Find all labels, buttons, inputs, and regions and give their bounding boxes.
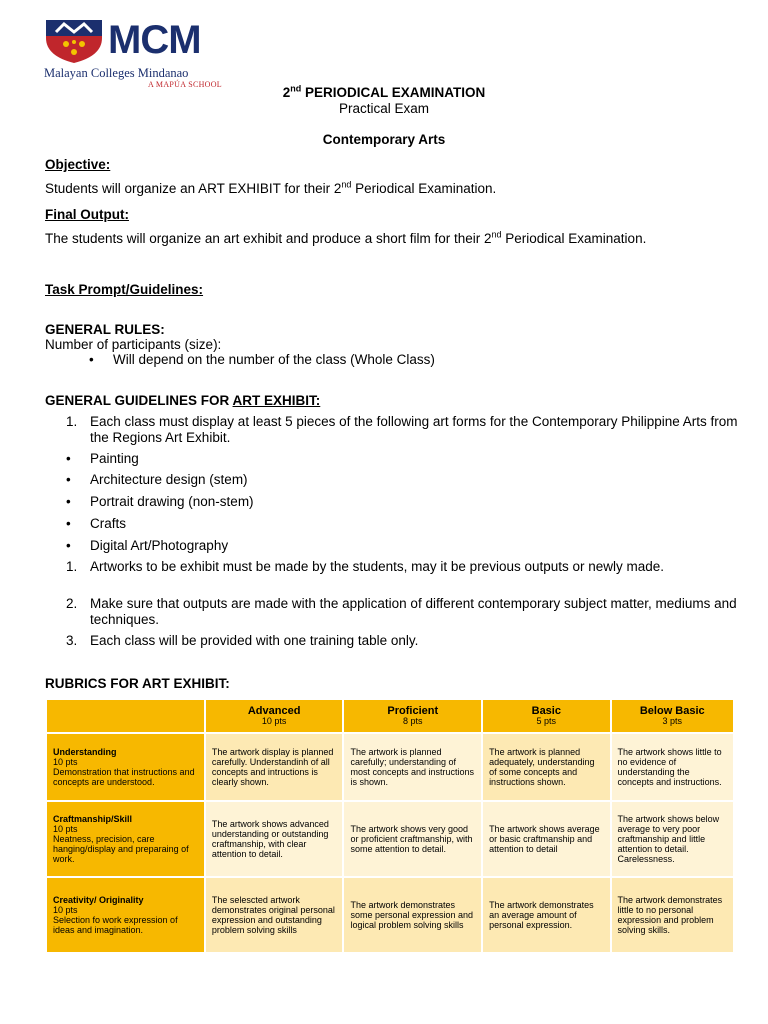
rubric-cell: The artwork shows advanced understanding or outstanding craftmanship, with clear attention to detail. [206, 802, 343, 876]
exam-type: Practical Exam [338, 101, 430, 116]
criterion-cell [47, 802, 204, 876]
level-pts: 5 pts [536, 716, 557, 726]
art-exhibit-heading-prefix: GENERAL GUIDELINES FOR [45, 393, 233, 408]
rubric-cell: The artwork shows average or basic craftmanship and attention to detail [483, 802, 609, 876]
exam-title [0, 85, 768, 100]
exam-ordinal-suffix: nd [290, 83, 302, 94]
rubric-cell: The artwork shows little to no evidence of understanding the concepts and instructions. [612, 734, 733, 800]
rubrics-header-blank [47, 700, 204, 732]
art-form-text: Crafts [90, 516, 127, 531]
bullet-icon: • [66, 494, 71, 509]
bullet-icon: • [66, 472, 71, 487]
final-output-heading: Final Output: [45, 207, 129, 222]
logo-acronym: MCM [108, 18, 201, 62]
guideline-item-text: Artworks to be exhibit must be made by the students, may it be previous outputs or newly made. [90, 559, 665, 574]
general-rules-heading: GENERAL RULES: [45, 322, 165, 337]
guideline-item-1-num: 1. [66, 414, 78, 429]
art-exhibit-heading-link: ART EXHIBIT: [232, 393, 321, 408]
level-pts: 8 pts [403, 716, 423, 726]
level-name: Below Basic [639, 705, 705, 717]
objective-sup: nd [341, 179, 352, 190]
level-pts: 10 pts [261, 716, 287, 726]
guideline-item-text: Each class will be provided with one training table only. [90, 633, 419, 648]
rubrics-row [47, 878, 733, 952]
level-header [206, 700, 343, 732]
level-header [612, 700, 733, 732]
objective-heading: Objective: [45, 157, 111, 172]
subject-title: Contemporary Arts [322, 132, 446, 147]
final-output-text-before: The students will organize an art exhibit and produce a short film for their 2 [45, 231, 492, 246]
art-exhibit-heading [45, 393, 320, 408]
bullet-icon: • [66, 516, 71, 531]
level-name: Advanced [247, 705, 301, 717]
objective-text [45, 181, 496, 196]
exam-title-text: PERIODICAL EXAMINATION [305, 85, 486, 100]
rubric-cell: The artwork is planned adequately, understanding of some concepts and instructions shown. [483, 734, 609, 800]
objective-text-before: Students will organize an ART EXHIBIT for their 2 [45, 181, 342, 196]
participants-label: Number of participants (size): [45, 337, 222, 352]
bullet-icon: • [89, 352, 94, 367]
art-form-text: Digital Art/Photography [90, 538, 229, 553]
final-output-text-after: Periodical Examination. [501, 231, 647, 246]
rubrics-header-row [47, 700, 733, 732]
bullet-icon: • [66, 451, 71, 466]
rubric-cell: The artwork display is planned carefully. Understandinh of all concepts and intructions is clearly shown. [206, 734, 343, 800]
task-prompt-heading: Task Prompt/Guidelines: [45, 282, 204, 297]
criterion-desc: Selection fo work expression of ideas and imagination. [53, 915, 178, 935]
level-header [344, 700, 481, 732]
rubrics-heading: RUBRICS FOR ART EXHIBIT: [45, 676, 230, 691]
final-output-sup: nd [491, 229, 502, 240]
rubrics-row [47, 734, 733, 800]
criterion-cell [47, 878, 204, 952]
art-form-text: Portrait drawing (non-stem) [90, 494, 254, 509]
school-logo [44, 16, 222, 89]
rubric-cell: The artwork is planned carefully; understanding of most concepts and instructions is shown. [344, 734, 481, 800]
guideline-item-num: 3. [66, 633, 78, 648]
rubrics-table [45, 698, 735, 954]
guideline-item-num: 2. [66, 596, 78, 611]
guideline-item-1-text: Each class must display at least 5 pieces of the following art forms for the Contemporary Philippine Arts from the Regions Art Exhibit. [90, 414, 738, 445]
criterion-name: Creativity/ Originality [53, 895, 144, 905]
art-form-text: Architecture design (stem) [90, 472, 248, 487]
rubric-cell: The artwork demonstrates some personal expression and logical problem solving skills [344, 878, 481, 952]
criterion-name: Understanding [53, 747, 117, 757]
final-output-text [45, 231, 646, 246]
rubric-cell: The artwork shows very good or proficient craftmanship, with some attention to detail. [344, 802, 481, 876]
objective-text-after: Periodical Examination. [351, 181, 497, 196]
criterion-desc: Demonstration that instructions and concepts are understood. [53, 767, 195, 787]
criterion-name: Craftmanship/Skill [53, 814, 133, 824]
level-pts: 3 pts [662, 716, 683, 726]
criterion-pts: 10 pts [53, 905, 78, 915]
rubrics-row [47, 802, 733, 876]
rubric-cell: The artwork shows below average to very poor craftmanship and little attention to detail. Carelessness. [612, 802, 733, 876]
criterion-cell [47, 734, 204, 800]
rubric-cell: The selescted artwork demonstrates original personal expression and outstanding problem solving skills [206, 878, 343, 952]
bullet-icon: • [66, 538, 71, 553]
level-name: Basic [531, 705, 561, 717]
rubric-cell: The artwork demonstrates little to no personal expression and problem solving skills. [612, 878, 733, 952]
level-name: Proficient [387, 705, 439, 717]
criterion-pts: 10 pts [53, 824, 78, 834]
logo-tagline: A MAPÚA SCHOOL [148, 80, 222, 89]
participants-bullet-text: Will depend on the number of the class (Whole Class) [113, 352, 435, 367]
rubric-cell: The artwork demonstrates an average amount of personal expression. [483, 878, 609, 952]
guideline-item-num: 1. [66, 559, 78, 574]
guideline-item-text: Make sure that outputs are made with the application of different contemporary subject matter, mediums and techniques. [90, 596, 737, 627]
exam-ordinal: 2 [282, 85, 291, 100]
logo-school-name: Malayan Colleges Mindanao [44, 66, 189, 80]
art-form-text: Painting [90, 451, 139, 466]
shield-logo-icon [44, 16, 104, 64]
level-header [483, 700, 609, 732]
criterion-pts: 10 pts [53, 757, 78, 767]
criterion-desc: Neatness, precision, care hanging/display and preparaing of work. [53, 834, 189, 864]
